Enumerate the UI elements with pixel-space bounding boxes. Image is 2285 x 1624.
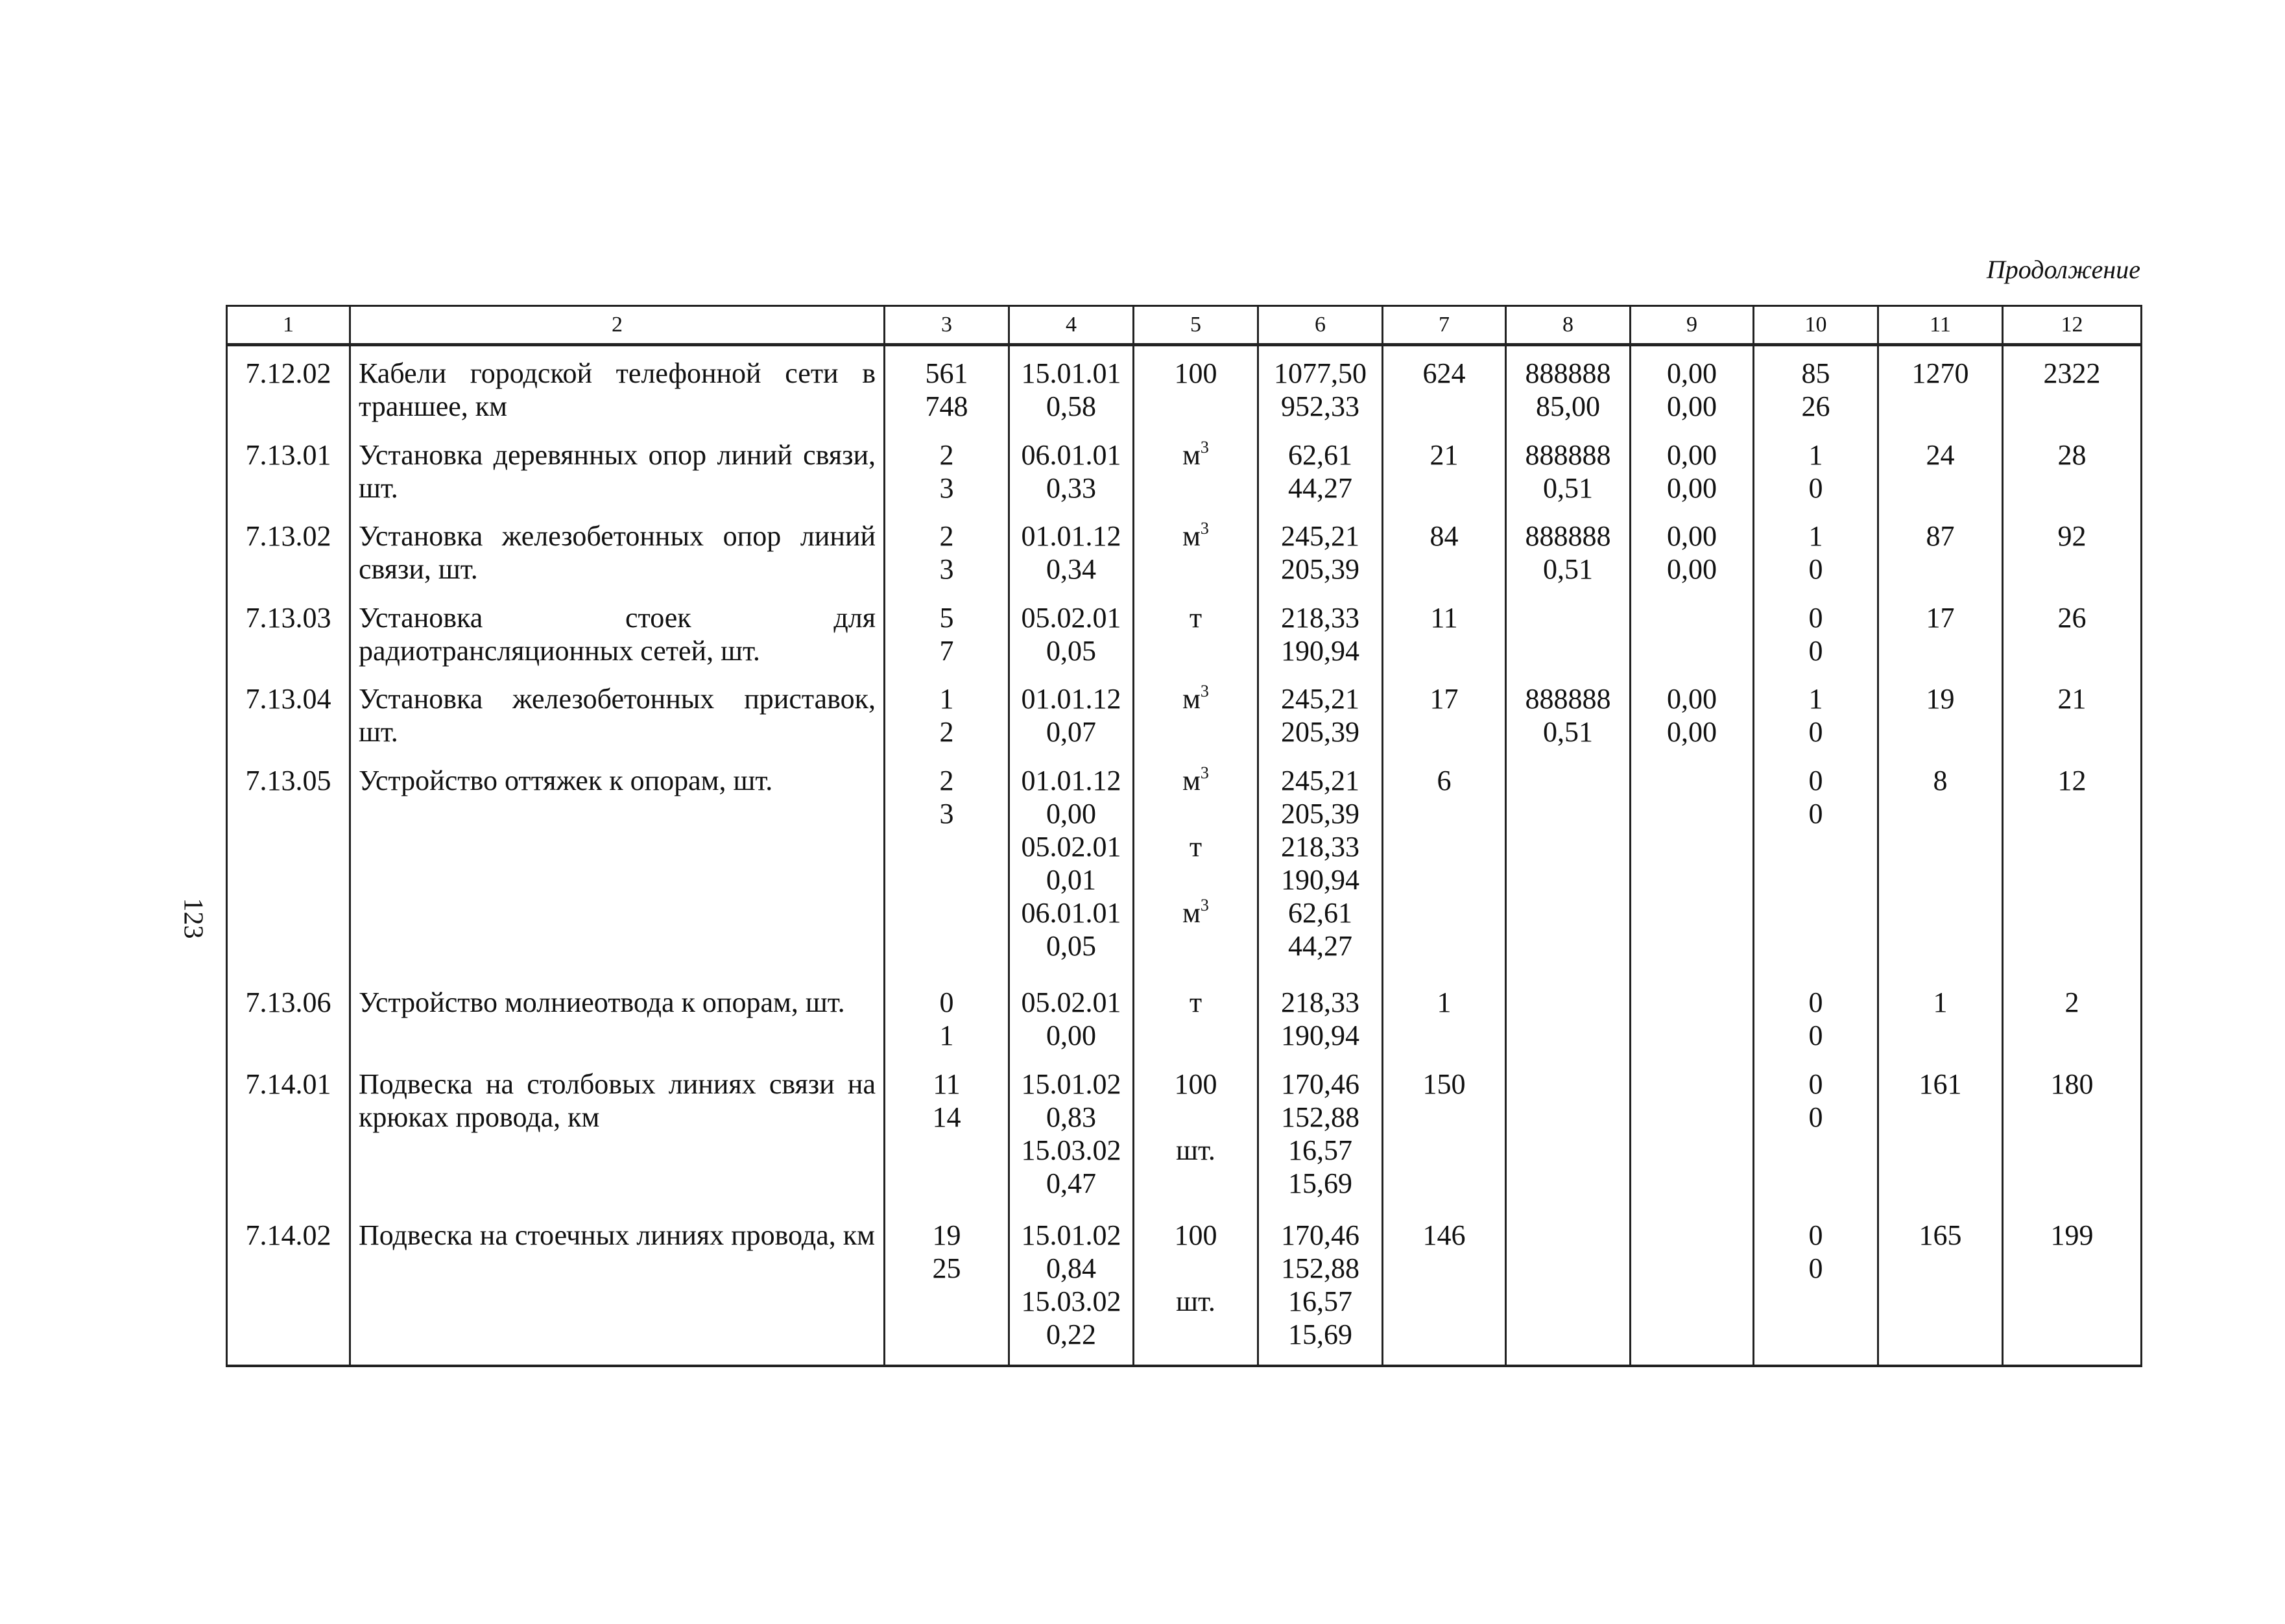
cell-line: 3 [939,797,954,830]
cell-line: 15,69 [1288,1319,1352,1351]
cell-line: 06.01.01 [1021,438,1121,471]
cell-line: 7 [939,634,954,667]
cell-line: 0 [1808,986,1823,1019]
item-name: Подвеска на столбовых линиях связи на крюках провода, км [350,1057,885,1209]
cell-c11: 87 [1878,509,2003,590]
column-header: 11 [1878,306,2003,345]
column-header: 9 [1631,306,1754,345]
cell-line: 218,33 [1281,830,1359,863]
cell-line: $м^3$ [1182,682,1209,715]
cell-line: 0,51 [1543,553,1593,586]
column-header: 2 [350,306,885,345]
cell-line: 2 [939,438,954,471]
cell-line: 14 [932,1101,961,1133]
cell-line: 0 [1808,1252,1823,1285]
cell-line [1142,1318,1249,1351]
cell-c6 [1258,975,1383,1057]
cell-line: 16,57 [1288,1134,1352,1166]
table-row [227,509,2142,590]
header-row [227,306,2142,345]
cell-line: 0,34 [1046,553,1096,586]
cell-line [1142,1101,1249,1134]
cell-c3 [885,672,1009,753]
cell-c9 [1631,1057,1754,1209]
cell-c12: 26 [2003,591,2142,672]
cell-line: 0,58 [1046,390,1096,422]
cell-c4 [1009,754,1134,975]
cell-line: 2 [939,520,954,553]
cell-line: 952,33 [1281,390,1359,422]
cell-c4 [1009,1057,1134,1209]
cell-line: 1 [1808,438,1823,471]
cell-c11: 165 [1878,1208,2003,1360]
item-code: 7.13.02 [227,509,350,590]
column-header: 10 [1754,306,1878,345]
rates-table [226,305,2142,1367]
cell-line: 01.01.12 [1021,520,1121,553]
item-name: Устройство оттяжек к опорам, шт. [350,754,885,975]
cell-c11: 17 [1878,591,2003,672]
cell-line [1142,1252,1249,1285]
cell-line: $м^3$ [1182,763,1209,796]
column-header: 4 [1009,306,1134,345]
cell-c10 [1754,1208,1878,1360]
cell-c11: 8 [1878,754,2003,975]
empty-cell [885,1360,1009,1366]
cell-line: 0 [939,986,954,1019]
cell-c9 [1631,672,1754,753]
cell-c7: 1 [1383,975,1506,1057]
column-header: 6 [1258,306,1383,345]
item-code: 7.12.02 [227,345,350,428]
cell-c3 [885,428,1009,509]
cell-c6 [1258,428,1383,509]
empty-cell [227,1360,350,1366]
cell-c11: 19 [1878,672,2003,753]
cell-c5 [1134,1208,1258,1360]
cell-c5 [1134,509,1258,590]
cell-c10 [1754,975,1878,1057]
table-body [227,345,2142,1367]
empty-cell [1631,1360,1754,1366]
cell-line: 0 [1808,601,1823,634]
cell-c10 [1754,591,1878,672]
cell-line: шт. [1176,1134,1215,1166]
cell-line: 0,00 [1667,390,1717,422]
cell-c10 [1754,509,1878,590]
item-code: 7.13.01 [227,428,350,509]
cell-c4 [1009,672,1134,753]
cell-c7: 146 [1383,1208,1506,1360]
cell-c8 [1506,1208,1631,1360]
cell-line: 62,61 [1288,438,1352,471]
cell-line: 205,39 [1281,797,1359,830]
column-header: 8 [1506,306,1631,345]
cell-c10 [1754,754,1878,975]
cell-line: 1 [1808,520,1823,553]
cell-c7: 624 [1383,345,1506,428]
cell-line: 888888 [1525,683,1611,715]
item-name: Установка деревянных опор линий связи, шт. [350,428,885,509]
cell-c5 [1134,1057,1258,1209]
cell-line: 01.01.12 [1021,764,1121,796]
cell-c8 [1506,754,1631,975]
cell-line: 0,00 [1667,357,1717,389]
cell-c6 [1258,509,1383,590]
empty-cell [1506,1360,1631,1366]
cell-c6 [1258,672,1383,753]
item-name: Кабели городской телефонной сети в траншее, км [350,345,885,428]
cell-line: 888888 [1525,357,1611,389]
cell-c9 [1631,345,1754,428]
cell-line: 100 [1174,1068,1217,1100]
cell-c7: 150 [1383,1057,1506,1209]
cell-line: 1 [939,683,954,715]
cell-c11: 24 [1878,428,2003,509]
cell-line: шт. [1176,1285,1215,1318]
cell-line: 0,00 [1046,1020,1096,1052]
cell-line: 01.01.12 [1021,683,1121,715]
cell-line: 0 [1808,1101,1823,1133]
cell-line: 15.01.01 [1021,357,1121,389]
cell-c12: 180 [2003,1057,2142,1209]
page-number: 123 [178,898,208,939]
cell-line: 218,33 [1281,986,1359,1019]
cell-c4 [1009,591,1134,672]
table-row [227,975,2142,1057]
cell-c10 [1754,672,1878,753]
cell-line: 0 [1808,764,1823,796]
cell-line: 2 [939,716,954,748]
cell-c12: 92 [2003,509,2142,590]
cell-line: 205,39 [1281,553,1359,586]
cell-line: 3 [939,472,954,504]
cell-line: 245,21 [1281,683,1359,715]
cell-line: 190,94 [1281,634,1359,667]
cell-line: 62,61 [1288,896,1352,929]
cell-c7: 6 [1383,754,1506,975]
cell-c3 [885,975,1009,1057]
cell-line: 5 [939,601,954,634]
cell-c7: 84 [1383,509,1506,590]
cell-line: 44,27 [1288,929,1352,962]
cell-c12: 28 [2003,428,2142,509]
cell-line: 15.03.02 [1021,1285,1121,1318]
cell-line: 190,94 [1281,863,1359,896]
continuation-label: Продолжение [1986,255,2140,284]
column-header: 1 [227,306,350,345]
cell-c5 [1134,591,1258,672]
column-header: 5 [1134,306,1258,345]
cell-c9 [1631,428,1754,509]
cell-line: 0 [1808,797,1823,830]
cell-line: 1077,50 [1274,357,1367,389]
cell-line: 0 [1808,1068,1823,1100]
empty-cell [1878,1360,2003,1366]
cell-line: 0,00 [1667,553,1717,586]
cell-c7: 17 [1383,672,1506,753]
cell-c10 [1754,428,1878,509]
cell-c11: 161 [1878,1057,2003,1209]
cell-line: 888888 [1525,520,1611,553]
cell-c7: 11 [1383,591,1506,672]
cell-c6 [1258,1057,1383,1209]
cell-line: 170,46 [1281,1068,1359,1100]
cell-line: 0,00 [1667,683,1717,715]
cell-line: 0,01 [1046,863,1096,896]
cell-c3 [885,345,1009,428]
item-code: 7.14.01 [227,1057,350,1209]
cell-line: 561 [925,357,968,389]
cell-c6 [1258,345,1383,428]
item-name: Подвеска на стоечных линиях провода, км [350,1208,885,1360]
empty-cell [1258,1360,1383,1366]
cell-line: 0,22 [1046,1319,1096,1351]
cell-c12: 2 [2003,975,2142,1057]
cell-c9 [1631,509,1754,590]
cell-line: 0,33 [1046,472,1096,504]
cell-line: 152,88 [1281,1101,1359,1133]
cell-c3 [885,509,1009,590]
cell-c6 [1258,1208,1383,1360]
cell-line [1142,863,1249,896]
cell-c5 [1134,672,1258,753]
item-name: Установка стоек для радиотрансляционных сетей, шт. [350,591,885,672]
cell-line: 0,47 [1046,1167,1096,1199]
cell-line: 15,69 [1288,1167,1352,1199]
empty-cell [1009,1360,1134,1366]
cell-c9 [1631,1208,1754,1360]
item-name: Устройство молниеотвода к опорам, шт. [350,975,885,1057]
cell-line: $м^3$ [1182,895,1209,929]
cell-c8 [1506,345,1631,428]
cell-c12: 2322 [2003,345,2142,428]
cell-line: 748 [925,390,968,422]
cell-line: 05.02.01 [1021,986,1121,1019]
item-name: Установка железобетонных приставок, шт. [350,672,885,753]
cell-line: 100 [1174,357,1217,389]
cell-line: 0,00 [1667,520,1717,553]
table-row [227,1208,2142,1360]
cell-c4 [1009,975,1134,1057]
cell-c9 [1631,975,1754,1057]
cell-line: 16,57 [1288,1285,1352,1318]
cell-line: 0,84 [1046,1252,1096,1285]
cell-line [1142,797,1249,830]
table-row [227,754,2142,975]
cell-c7: 21 [1383,428,1506,509]
cell-line: 26 [1801,390,1830,422]
cell-line: 1 [1808,683,1823,715]
cell-c11: 1 [1878,975,2003,1057]
cell-c8 [1506,1057,1631,1209]
cell-line: 205,39 [1281,716,1359,748]
cell-line: 0 [1808,716,1823,748]
cell-c9 [1631,591,1754,672]
cell-c3 [885,1057,1009,1209]
cell-c11: 1270 [1878,345,2003,428]
table-row [227,591,2142,672]
cell-line: 05.02.01 [1021,830,1121,863]
cell-line [1142,1167,1249,1200]
cell-line: 0,07 [1046,716,1096,748]
empty-cell [1134,1360,1258,1366]
cell-line: 85 [1801,357,1830,389]
cell-line: 3 [939,553,954,586]
cell-line: 0,51 [1543,716,1593,748]
cell-line: 0 [1808,1219,1823,1252]
table-row [227,345,2142,428]
cell-line: $м^3$ [1182,437,1209,471]
cell-c4 [1009,428,1134,509]
cell-c8 [1506,509,1631,590]
cell-line: 0,05 [1046,929,1096,962]
column-header: 7 [1383,306,1506,345]
cell-line: 190,94 [1281,1020,1359,1052]
cell-c8 [1506,672,1631,753]
empty-cell [1383,1360,1506,1366]
cell-line: 0,00 [1046,797,1096,830]
empty-cell [1754,1360,1878,1366]
cell-c4 [1009,509,1134,590]
cell-line: 245,21 [1281,520,1359,553]
cell-c10 [1754,1057,1878,1209]
cell-line: 0,00 [1667,472,1717,504]
cell-c6 [1258,591,1383,672]
cell-line: 0,00 [1667,716,1717,748]
item-name: Установка железобетонных опор линий связи, шт. [350,509,885,590]
item-code: 7.13.03 [227,591,350,672]
cell-line: 100 [1174,1219,1217,1252]
cell-line: 11 [933,1068,961,1100]
cell-c12: 21 [2003,672,2142,753]
cell-c3 [885,754,1009,975]
cell-c5 [1134,345,1258,428]
cell-line: 0,05 [1046,634,1096,667]
cell-c8 [1506,428,1631,509]
cell-line: 152,88 [1281,1252,1359,1285]
cell-line: 1 [939,1020,954,1052]
cell-line: 2 [939,764,954,796]
cell-line: 0 [1808,472,1823,504]
cell-line: 25 [932,1252,961,1285]
cell-c6 [1258,754,1383,975]
cell-c4 [1009,345,1134,428]
cell-line: 06.01.01 [1021,896,1121,929]
cell-c8 [1506,975,1631,1057]
cell-line: 0,83 [1046,1101,1096,1133]
cell-line [1142,929,1249,962]
cell-line: 15.01.02 [1021,1219,1121,1252]
cell-line: 0,00 [1667,438,1717,471]
cell-line: 218,33 [1281,601,1359,634]
cell-line: 0 [1808,634,1823,667]
empty-cell [2003,1360,2142,1366]
cell-line: т [1189,830,1202,863]
item-code: 7.13.04 [227,672,350,753]
table-row [227,672,2142,753]
cell-c12: 12 [2003,754,2142,975]
column-header: 3 [885,306,1009,345]
cell-c3 [885,591,1009,672]
cell-line: 0 [1808,1020,1823,1052]
cell-line: 170,46 [1281,1219,1359,1252]
cell-c9 [1631,754,1754,975]
cell-line: т [1189,601,1202,634]
table-row [227,428,2142,509]
cell-line: 15.01.02 [1021,1068,1121,1100]
cell-line: т [1189,986,1202,1019]
cell-line: 19 [932,1219,961,1252]
cell-line: 05.02.01 [1021,601,1121,634]
cell-line: 245,21 [1281,764,1359,796]
empty-cell [350,1360,885,1366]
item-code: 7.13.05 [227,754,350,975]
cell-line: 15.03.02 [1021,1134,1121,1166]
column-header: 12 [2003,306,2142,345]
cell-line: 0 [1808,553,1823,586]
cell-line: 888888 [1525,438,1611,471]
cell-c12: 199 [2003,1208,2142,1360]
table-filler-row [227,1360,2142,1366]
item-code: 7.14.02 [227,1208,350,1360]
cell-line: $м^3$ [1182,519,1209,553]
cell-line: 0,51 [1543,472,1593,504]
cell-c8 [1506,591,1631,672]
cell-line: 85,00 [1536,390,1600,422]
item-code: 7.13.06 [227,975,350,1057]
cell-c4 [1009,1208,1134,1360]
cell-c3 [885,1208,1009,1360]
cell-c5 [1134,975,1258,1057]
cell-c10 [1754,345,1878,428]
cell-line: 44,27 [1288,472,1352,504]
cell-c5 [1134,754,1258,975]
table-row [227,1057,2142,1209]
cell-c5 [1134,428,1258,509]
